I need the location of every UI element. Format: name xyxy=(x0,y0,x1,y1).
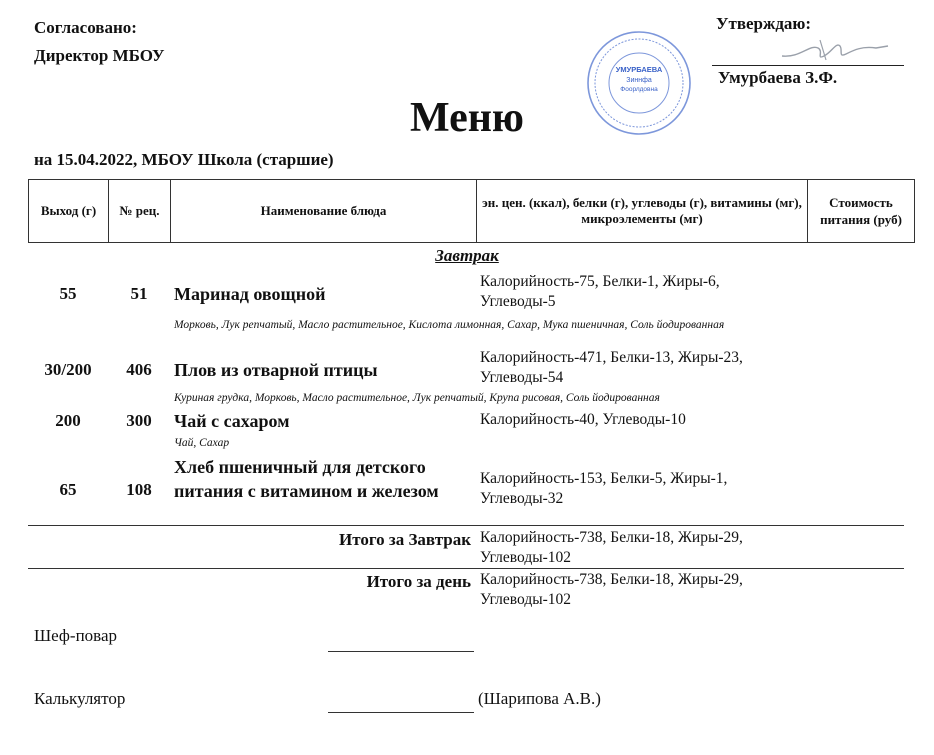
item-dish: Плов из отварной птицы xyxy=(174,360,378,380)
item-recipe: 406 xyxy=(126,360,152,379)
col-nutrition: эн. цен. (ккал), белки (г), углеводы (г), витамины (мг), микроэлементы (мг) xyxy=(477,180,808,243)
breakfast-total-label: Итого за Завтрак xyxy=(338,530,471,549)
stamp-line-3: Фоорлдовна xyxy=(620,86,658,93)
item-output: 30/200 xyxy=(44,360,92,379)
col-recipe: № рец. xyxy=(109,180,171,243)
calculator-name: (Шарипова А.В.) xyxy=(478,689,601,708)
item-output: 55 xyxy=(59,284,77,303)
stamp-line-2: Зиннфа xyxy=(626,77,652,84)
signature-icon xyxy=(780,34,890,64)
col-output: Выход (г) xyxy=(29,180,109,243)
item-ingredients: Куриная грудка, Морковь, Масло растительное, Лук репчатый, Крупа рисовая, Соль йодированная xyxy=(174,392,660,404)
item-dish: Чай с сахаром xyxy=(174,411,290,431)
page-title: Меню xyxy=(409,95,525,141)
agreed-position: Директор МБОУ xyxy=(34,46,165,65)
col-cost: Стоимость питания (руб) xyxy=(808,180,915,243)
item-ingredients: Чай, Сахар xyxy=(174,437,230,449)
chef-signature-line xyxy=(328,651,474,652)
item-dish: Хлеб пшеничный для детского питания с витамином и железом xyxy=(174,457,439,501)
item-dish: Маринад овощной xyxy=(174,284,326,304)
menu-table-header xyxy=(28,179,915,243)
item-output: 200 xyxy=(55,411,81,430)
day-total-value: Калорийность-738, Белки-18, Жиры-29, Углеводы-102 xyxy=(480,571,743,608)
divider xyxy=(28,568,904,569)
item-nutrition: Калорийность-471, Белки-13, Жиры-23, Углеводы-54 xyxy=(480,349,743,386)
section-title: Завтрак xyxy=(435,246,499,265)
approve-label: Утверждаю: xyxy=(716,14,812,33)
item-nutrition: Калорийность-75, Белки-1, Жиры-6, Углеводы-5 xyxy=(480,273,720,310)
col-dish: Наименование блюда xyxy=(171,180,477,243)
approver-name: Умурбаева З.Ф. xyxy=(718,68,838,87)
item-ingredients: Морковь, Лук репчатый, Масло растительное, Кислота лимонная, Сахар, Мука пшеничная, Соль йодированная xyxy=(174,319,725,331)
item-output: 65 xyxy=(59,480,77,499)
item-recipe: 108 xyxy=(126,480,152,499)
divider xyxy=(28,525,904,526)
item-recipe: 300 xyxy=(126,411,152,430)
stamp-line-1: УМУРБАЕВА xyxy=(615,65,663,74)
chef-label: Шеф-повар xyxy=(34,626,118,645)
agreed-block xyxy=(34,14,165,70)
calculator-label: Калькулятор xyxy=(34,689,126,708)
item-recipe: 51 xyxy=(130,284,148,303)
day-total-label: Итого за день xyxy=(366,572,471,591)
agreed-label: Согласовано: xyxy=(34,18,137,37)
item-nutrition: Калорийность-40, Углеводы-10 xyxy=(480,411,686,428)
calculator-signature-line xyxy=(328,712,474,713)
breakfast-total-value: Калорийность-738, Белки-18, Жиры-29, Углеводы-102 xyxy=(480,529,743,566)
signature-line xyxy=(712,65,904,66)
page-subtitle: на 15.04.2022, МБОУ Школа (старшие) xyxy=(34,150,334,169)
item-nutrition: Калорийность-153, Белки-5, Жиры-1, Углеводы-32 xyxy=(480,470,728,507)
